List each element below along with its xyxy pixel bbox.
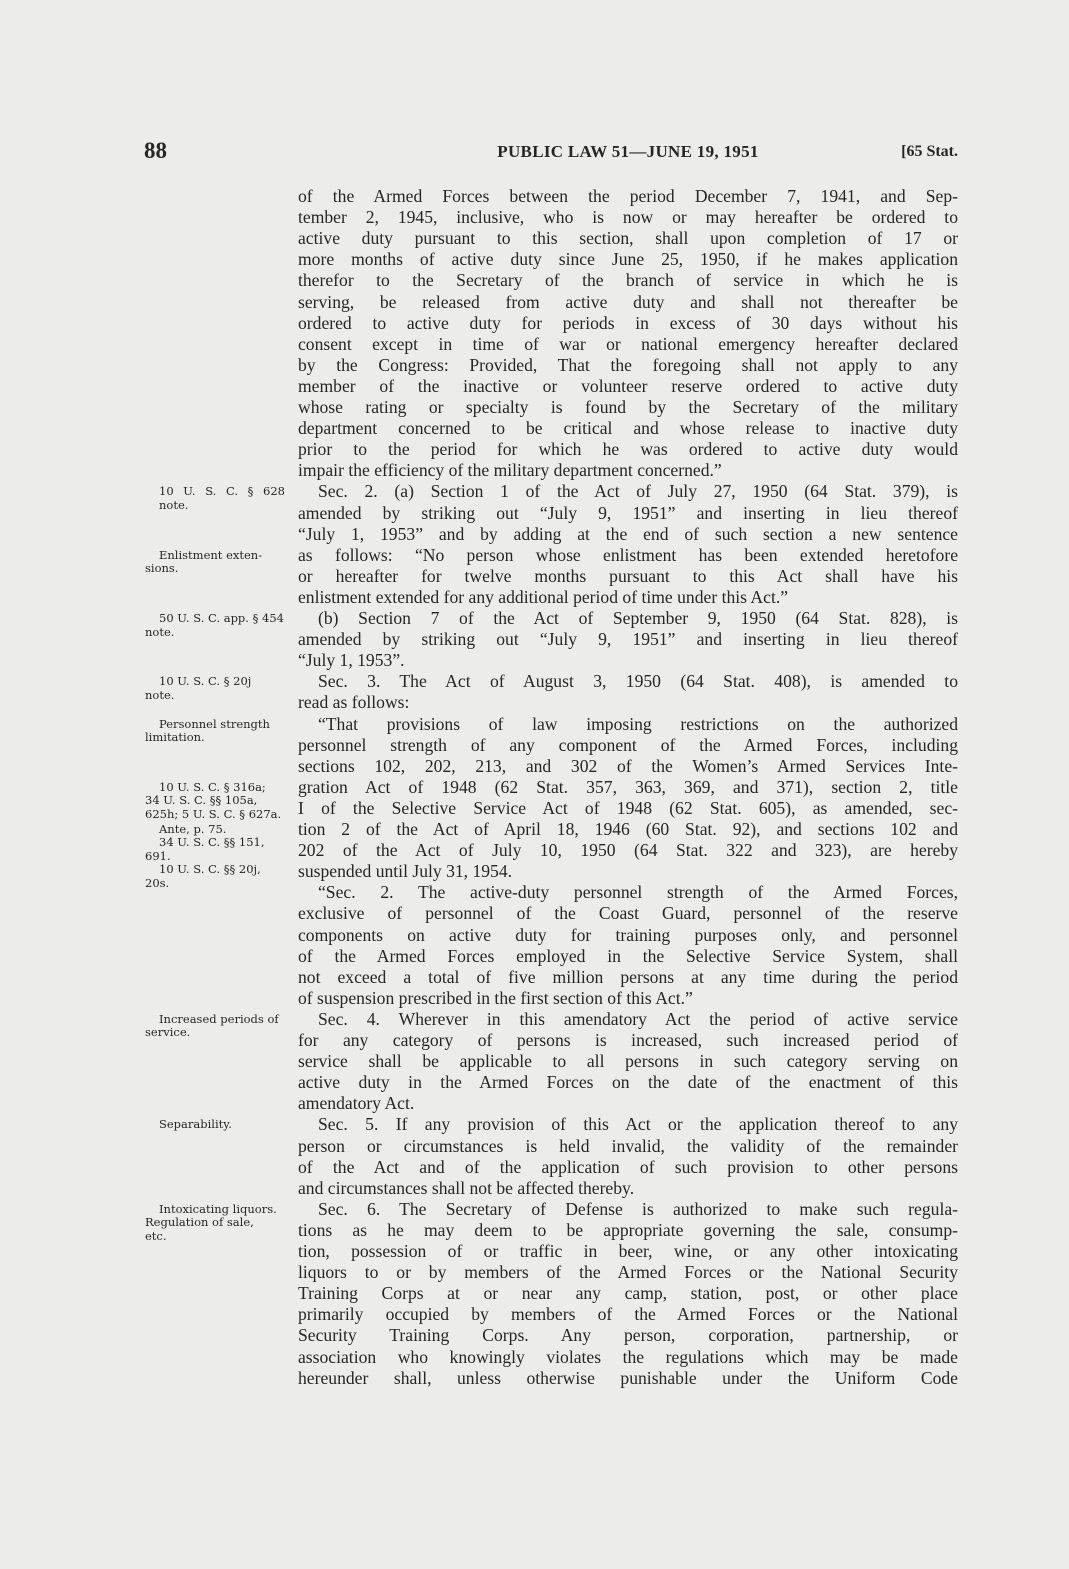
text-line: of the Act and of the application of such provision to other persons — [298, 1156, 958, 1177]
text-line: read as follows: — [298, 692, 410, 713]
margin-note-line: etc. — [145, 1228, 167, 1243]
text-line: tion 2 of the Act of April 18, 1946 (60 Stat. 92), and sections 102 and — [298, 819, 958, 839]
margin-note-line: Intoxicating liquors. — [159, 1201, 277, 1216]
text-line: service shall be applicable to all persons in such category serving on — [298, 1051, 958, 1072]
margin-note — [145, 1013, 285, 1040]
margin-note-line: 34 U. S. C. §§ 151, — [159, 835, 265, 850]
margin-note-line: 691. — [145, 848, 171, 863]
margin-note — [145, 1203, 285, 1244]
text-line: by the Congress: Provided, That the foregoing shall not apply to any — [298, 354, 958, 375]
margin-note-line: Increased periods of — [159, 1011, 279, 1026]
margin-note-line: Personnel strength — [159, 716, 270, 731]
margin-note-line: 34 U. S. C. §§ 105a, — [145, 793, 258, 808]
text-line: sections 102, 202, 213, and 302 of the Women’s Armed Services Inte- — [298, 755, 958, 776]
margin-note — [145, 485, 285, 512]
margin-note — [145, 549, 285, 576]
margin-note — [145, 1118, 285, 1132]
text-line: for any category of persons is increased, such increased period of — [298, 1030, 958, 1050]
margin-note — [145, 718, 285, 745]
margin-note-line: 10 U. S. C. § 316a; — [159, 779, 266, 794]
text-line: Sec. 3. The Act of August 3, 1950 (64 Stat. 408), is amended to — [318, 671, 958, 692]
text-line: amended by striking out “July 9, 1951” and inserting in lieu thereof — [298, 629, 958, 650]
margin-note-line: 10 U. S. C. § 628 note. — [159, 484, 285, 512]
text-line: or hereafter for twelve months pursuant to this Act shall have his — [298, 565, 958, 586]
margin-note-line: note. — [145, 624, 175, 639]
margin-note — [145, 836, 285, 863]
text-line: active duty pursuant to this section, shall upon completion of 17 or — [298, 228, 958, 249]
text-line: active duty in the Armed Forces on the date of the enactment of this — [298, 1072, 958, 1093]
margin-note-line: service. — [145, 1025, 191, 1040]
margin-note-line: 20s. — [145, 875, 170, 890]
margin-note — [145, 863, 285, 890]
margin-note-line: Separability. — [159, 1117, 232, 1132]
text-line: of suspension prescribed in the first section of this Act.” — [298, 987, 693, 1008]
text-line: “July 1, 1953”. — [298, 650, 405, 671]
text-line: tions as he may deem to be appropriate governing the sale, consump- — [298, 1219, 958, 1240]
text-line: I of the Selective Service Act of 1948 (62 Stat. 605), as amended, sec- — [298, 797, 958, 818]
text-line: amendatory Act. — [298, 1093, 415, 1114]
text-line: more months of active duty since June 25, 1950, if he makes application — [298, 249, 958, 270]
text-line: prior to the period for which he was ordered to active duty would — [298, 439, 958, 460]
text-line: enlistment extended for any additional period of time under this Act.” — [298, 586, 789, 607]
text-line: whose rating or specialty is found by the Secretary of the military — [298, 397, 958, 417]
text-line: “That provisions of law imposing restrictions on the authorized — [318, 713, 958, 734]
margin-note-line: Enlistment exten- — [159, 547, 263, 562]
text-line: association who knowingly violates the regulations which may be made — [298, 1346, 958, 1367]
text-line: (b) Section 7 of the Act of September 9, 1950 (64 Stat. 828), is — [318, 608, 958, 628]
running-title: PUBLIC LAW 51—JUNE 19, 1951 — [497, 142, 759, 161]
text-line: personnel strength of any component of the Armed Forces, including — [298, 734, 958, 755]
margin-note-line: Ante, p. 75. — [159, 822, 227, 836]
text-line: member of the inactive or volunteer reserve ordered to active duty — [298, 375, 958, 396]
text-line: suspended until July 31, 1954. — [298, 861, 513, 882]
text-line: Security Training Corps. Any person, corporation, partnership, or — [298, 1325, 958, 1346]
margin-note — [145, 675, 285, 702]
margin-note-line: limitation. — [145, 730, 205, 744]
text-line: tember 2, 1945, inclusive, who is now or may hereafter be ordered to — [298, 207, 958, 228]
text-line: impair the efficiency of the military department concerned.” — [298, 460, 722, 481]
text-line: of the Armed Forces employed in the Selective Service System, shall — [298, 945, 958, 966]
text-line: 202 of the Act of July 10, 1950 (64 Stat. 322 and 323), are hereby — [298, 840, 958, 861]
margin-note-line: sions. — [145, 561, 179, 576]
text-line: tion, possession of or traffic in beer, wine, or any other intoxicating — [298, 1241, 958, 1261]
statute-volume: [65 Stat. — [901, 143, 958, 160]
text-line: Sec. 4. Wherever in this amendatory Act the period of active service — [318, 1008, 958, 1029]
text-line: person or circumstances is held invalid, the validity of the remainder — [298, 1135, 958, 1156]
text-line: as follows: “No person whose enlistment has been extended heretofore — [298, 544, 958, 565]
text-line: Sec. 5. If any provision of this Act or the application thereof to any — [318, 1114, 958, 1135]
text-line: ordered to active duty for periods in excess of 30 days without his — [298, 312, 958, 333]
margin-note-line: 10 U. S. C. § 20j — [159, 674, 252, 689]
text-line: serving, be released from active duty and shall not thereafter be — [298, 291, 958, 312]
text-line: and circumstances shall not be affected thereby. — [298, 1177, 635, 1198]
page-number: 88 — [144, 138, 167, 163]
text-line: hereunder shall, unless otherwise punishable under the Uniform Code — [298, 1367, 958, 1388]
text-line: not exceed a total of five million persons at any time during the period — [298, 966, 958, 987]
text-line: exclusive of personnel of the Coast Guard, personnel of the reserve — [298, 903, 958, 924]
margin-note-line: 50 U. S. C. app. § 454 — [159, 611, 284, 625]
text-line: “July 1, 1953” and by adding at the end of such section a new sentence — [298, 523, 958, 544]
text-line: of the Armed Forces between the period December 7, 1941, and Sep- — [298, 186, 958, 206]
margin-note-line: 625h; 5 U. S. C. § 627a. — [145, 806, 282, 821]
margin-note — [145, 612, 285, 639]
margin-note-line: note. — [145, 687, 175, 702]
margin-note-line: Regulation of sale, — [145, 1215, 254, 1230]
text-line: liquors to or by members of the Armed Forces or the National Security — [298, 1262, 958, 1283]
margin-note — [145, 781, 285, 822]
text-line: “Sec. 2. The active-duty personnel strength of the Armed Forces, — [318, 882, 958, 903]
text-line: primarily occupied by members of the Armed Forces or the National — [298, 1304, 958, 1325]
text-line: therefor to the Secretary of the branch of service in which he is — [298, 270, 958, 291]
text-line: department concerned to be critical and whose release to inactive duty — [298, 418, 958, 439]
text-line: components on active duty for training purposes only, and personnel — [298, 924, 958, 945]
text-line: gration Act of 1948 (62 Stat. 357, 363, 369, and 371), section 2, title — [298, 776, 958, 797]
text-line: amended by striking out “July 9, 1951” and inserting in lieu thereof — [298, 502, 958, 523]
margin-note-line: 10 U. S. C. §§ 20j, — [159, 862, 261, 877]
text-line: Sec. 2. (a) Section 1 of the Act of July 27, 1950 (64 Stat. 379), is — [318, 481, 958, 502]
text-line: Sec. 6. The Secretary of Defense is authorized to make such regula- — [318, 1198, 958, 1219]
text-line: Training Corps at or near any camp, station, post, or other place — [298, 1283, 958, 1304]
text-line: consent except in time of war or national emergency hereafter declared — [298, 333, 958, 354]
